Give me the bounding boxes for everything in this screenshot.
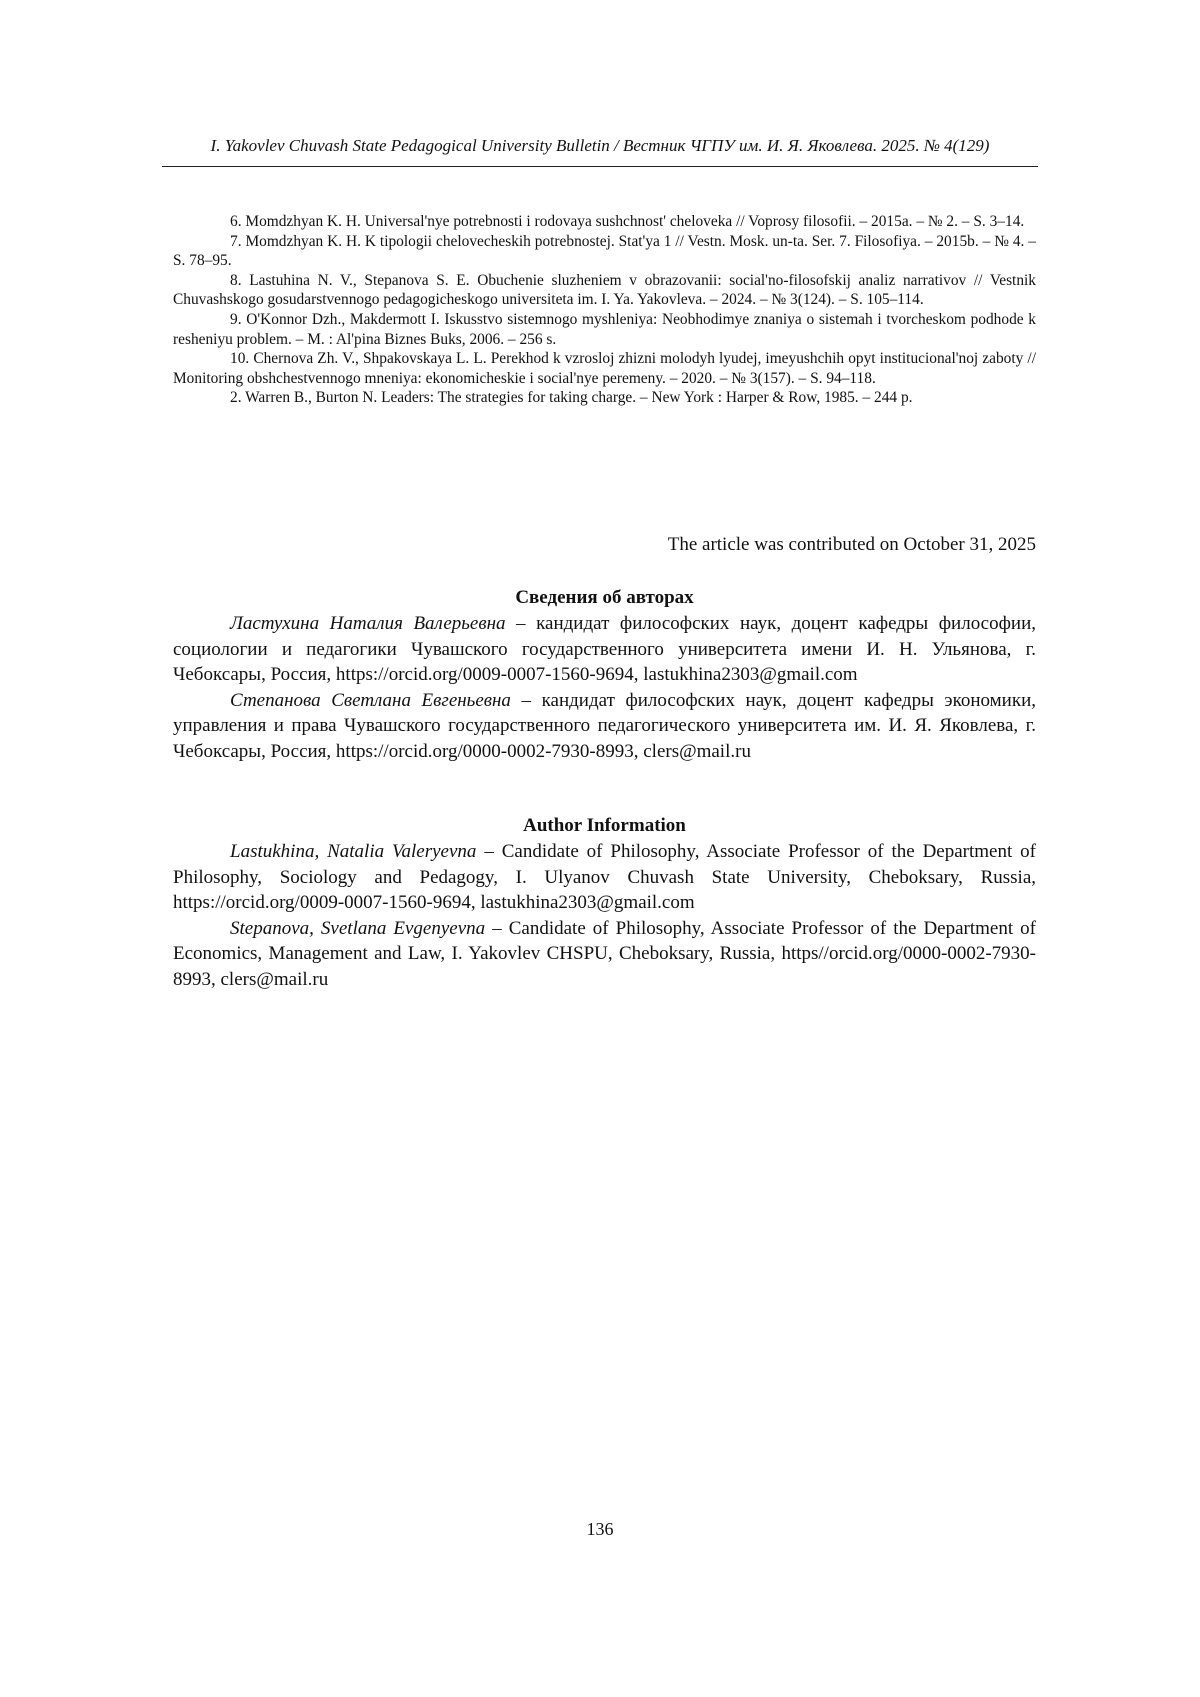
reference-item: 9. O'Konnor Dzh., Makdermott I. Iskusstvo sistemnogo myshleniya: Neobhodimye znaniya o sistemah i tvorcheskom podhode k resheniyu problem. – M. : Al'pina Biznes Buks, 2006. – 256 s. <box>173 310 1036 348</box>
reference-item: 10. Chernova Zh. V., Shpakovskaya L. L. Perekhod k vzrosloj zhizni molodyh lyudej, imeyushchih opyt institucional'noj zaboty // Monitoring obshchestvennogo mneniya: ekonomicheskie i social'nye peremeny. – 2020. – № 3(157). – S. 94–118. <box>173 350 1036 387</box>
author-details: – кандидат философских наук, доцент кафедры философии, социологии и педагогики Чувашского государственного университета имени И. Н. Ульянова, г. Чебоксары, Россия, https://orcid.org/0009-0007-1560-9694, lastukhina2303@gmail.com <box>173 613 1036 686</box>
author-name: Степанова Светлана Евгеньевна <box>230 689 511 711</box>
reference-item: 7. Momdzhyan K. H. K tipologii chelovecheskih potrebnostej. Stat'ya 1 // Vestn. Mosk. un-ta. Ser. 7. Filosofiya. – 2015b. – № 4. – S. 78–95. <box>173 232 1036 270</box>
header-divider <box>162 166 1038 167</box>
author-name: Ластухина Наталия Валерьевна <box>230 613 506 634</box>
author-name: Stepanova, Svetlana Evgenyevna <box>230 917 486 939</box>
reference-item: 8. Lastuhina N. V., Stepanova S. E. Obuchenie sluzheniem v obrazovanii: social'no-filosofskij analiz narrativov // Vestnik Chuvashskogo gosudarstvennogo pedagogicheskogo universiteta im. I. Ya. Yakovleva. – 2024. – № 3(124). – S. 105–114. <box>173 271 1036 309</box>
running-header: I. Yakovlev Chuvash State Pedagogical University Bulletin / Вестник ЧГПУ им. И. Я. Яковлева. 2025. № 4(129) <box>210 136 990 155</box>
author-entry <box>173 839 1036 916</box>
authors-en-section <box>173 839 1036 993</box>
author-details: – кандидат философских наук, доцент кафедры экономики, управления и права Чувашского государственного педагогического университета им. И. Я. Яковлева, г. Чебоксары, Россия, https://orcid.org/0000-0002-7930-8993, clers@mail.ru <box>173 689 1036 762</box>
author-entry <box>173 611 1036 688</box>
author-name: Lastukhina, Natalia Valeryevna <box>230 841 477 862</box>
author-entry <box>173 916 1036 993</box>
reference-item: 6. Momdzhyan K. H. Universal'nye potrebnosti i rodovaya sushchnost' cheloveka // Voprosy filosofii. – 2015a. – № 2. – S. 3–14. <box>230 213 1025 230</box>
author-details: – Candidate of Philosophy, Associate Professor of the Department of Economics, Management and Law, I. Yakovlev CHSPU, Cheboksary, Russia, https//orcid.org/0000-0002-7930-8993, clers@mail.ru <box>173 917 1036 990</box>
page-number: 136 <box>586 1519 614 1539</box>
author-entry <box>173 688 1036 765</box>
authors-ru-section <box>173 611 1036 765</box>
reference-item: 2. Warren B., Burton N. Leaders: The strategies for taking charge. – New York : Harper & Row, 1985. – 244 p. <box>230 389 913 407</box>
contributed-date-note: The article was contributed on October 31, 2025 <box>667 534 1036 555</box>
reference-list <box>173 212 1036 408</box>
authors-ru-heading: Сведения об авторах <box>515 587 694 608</box>
author-details: – Candidate of Philosophy, Associate Professor of the Department of Philosophy, Sociology and Pedagogy, I. Ulyanov Chuvash State University, Cheboksary, Russia, https://orcid.org/0009-0007-1560-9694, lastukhina2303@gmail.com <box>173 841 1037 914</box>
authors-en-heading: Author Information <box>523 815 686 836</box>
